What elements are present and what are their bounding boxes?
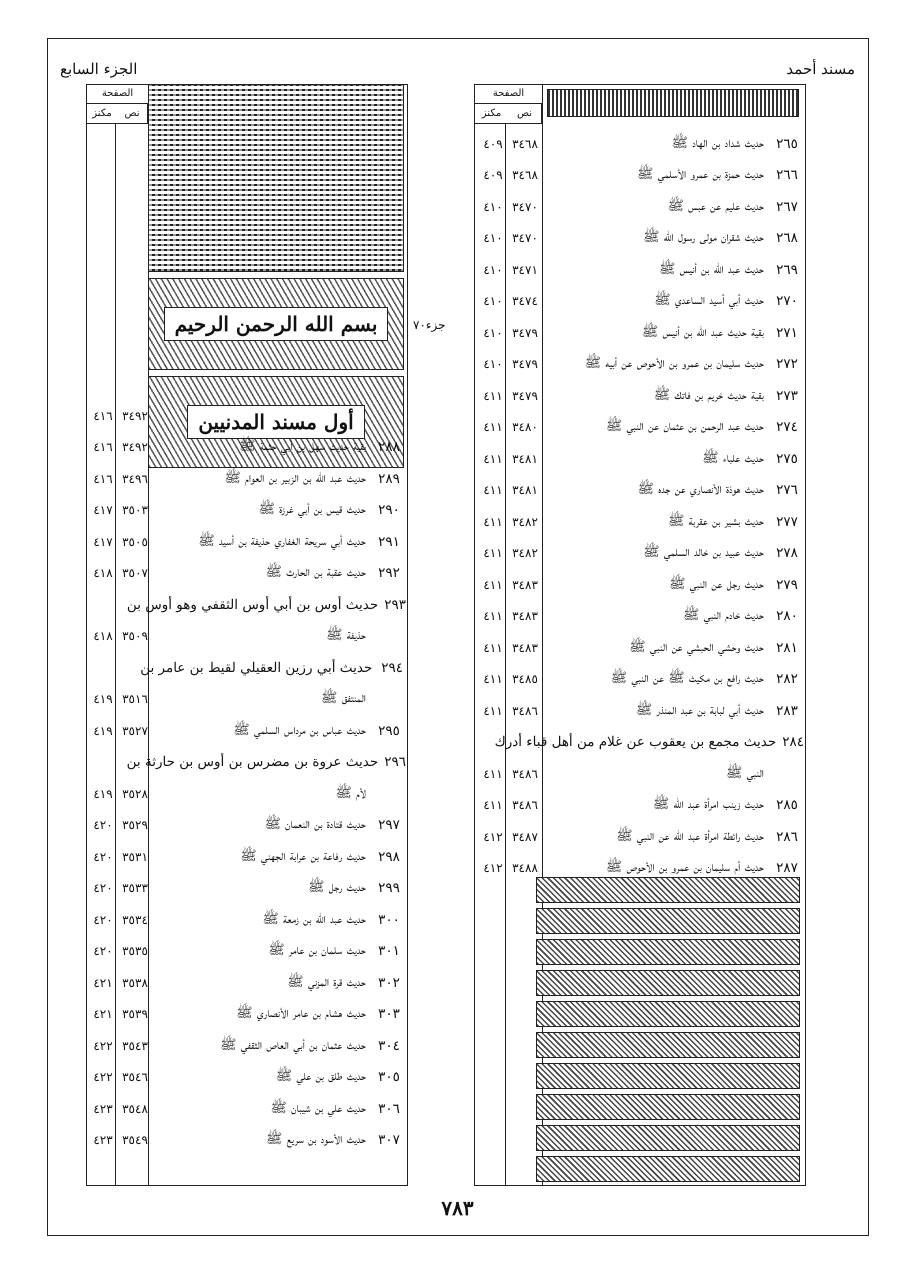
entry-title: حديث رجل عن النبي ﷺ — [669, 575, 764, 592]
entry-number: ٢٨٦ — [776, 828, 798, 845]
entry-code: ٤٢٠ — [93, 849, 113, 864]
entry-code: ٤١٢ — [483, 829, 503, 844]
list-item — [88, 747, 406, 778]
entry-page: ٣٤٨٦ — [512, 798, 538, 812]
entry-title: حديث عبد الله بن الزبير بن العوام ﷺ — [224, 469, 366, 486]
entry-title: حذيفة ﷺ — [326, 627, 366, 643]
entry-page: ٣٤٦٨ — [512, 168, 538, 182]
list-item — [88, 432, 406, 463]
entry-page: ٣٥٣١ — [122, 849, 148, 864]
entry-page: ٣٤٨٧ — [512, 829, 538, 844]
entry-number: ٢٦٨ — [776, 230, 798, 246]
ornament-band — [536, 1001, 800, 1027]
list-item — [88, 1030, 406, 1061]
entry-page: ٣٥٠٩ — [122, 629, 148, 643]
entry-title: بقية حديث خريم بن فاتك ﷺ — [653, 386, 764, 403]
entry-page: ٣٤٨٢ — [512, 514, 538, 529]
entry-code: ٤١٨ — [93, 629, 113, 643]
entry-code: ٤١٦ — [93, 471, 113, 486]
entry-title: حديث زينب امرأة عبد الله ﷺ — [652, 796, 764, 812]
list-item — [88, 936, 406, 967]
ornament-band — [536, 908, 800, 934]
entry-number: ٢٧١ — [776, 324, 798, 341]
entry-number: ٢٧٣ — [776, 387, 798, 404]
entry-number: ٢٨٨ — [378, 439, 400, 455]
entry-title: حديث رجل ﷺ — [308, 879, 366, 895]
entry-code: ٤١١ — [483, 672, 503, 686]
entry-title: حديث رائطة امرأة عبد الله عن النبي ﷺ — [616, 827, 764, 844]
entry-page: ٣٥٣٥ — [122, 944, 148, 958]
entry-number: ٢٦٦ — [776, 167, 798, 183]
entry-page: ٣٤٧٩ — [512, 325, 538, 340]
list-item — [478, 790, 804, 821]
entry-page: ٣٤٨٣ — [512, 640, 538, 655]
entry-number: ٢٦٥ — [776, 135, 798, 152]
entry-number: ٢٧٨ — [776, 545, 798, 561]
entry-page: ٣٤٨٣ — [512, 609, 538, 623]
entry-page: ٣٤٨٦ — [512, 703, 538, 718]
ornament-band — [536, 1063, 800, 1089]
entry-number: ٢٦٧ — [776, 198, 798, 215]
list-item — [88, 558, 406, 589]
entry-title: حديث عثمان بن أبي العاص الثقفي ﷺ — [220, 1036, 366, 1053]
list-item — [478, 349, 804, 380]
list-item — [478, 160, 804, 191]
entry-title: حديث رفاعة بن عرابة الجهني ﷺ — [240, 847, 366, 864]
entry-title: حديث أبي رزين العقيلي لقيط بن عامر بن — [140, 659, 373, 676]
entry-number: ٢٧٠ — [776, 293, 798, 309]
ref-header-b: مكنز — [481, 108, 502, 119]
list-item — [88, 778, 406, 809]
entry-number: ٢٧٤ — [776, 419, 798, 435]
entry-page: ٣٤٩٢ — [122, 408, 148, 423]
entry-title: حديث أبي سريحة الغفاري حذيفة بن أسيد ﷺ — [198, 532, 366, 549]
ornament-band — [536, 970, 800, 996]
entry-title: حديث عليم عن عبس ﷺ — [667, 197, 764, 214]
entry-code: ٤٢١ — [93, 975, 113, 990]
entry-code: ٤٠٩ — [483, 168, 503, 182]
entry-page: ٣٤٧٠ — [512, 231, 538, 245]
entry-number: ٢٩٨ — [378, 848, 400, 865]
ref-header-right — [475, 85, 543, 124]
entry-number: ٢٩٣ — [384, 596, 406, 613]
entry-number: ٢٧٩ — [776, 576, 798, 593]
entry-number: ٢٩٢ — [378, 565, 400, 581]
entry-number: ٢٩٥ — [378, 722, 400, 739]
entry-title: حديث خادم النبي ﷺ — [683, 607, 764, 623]
list-item — [88, 873, 406, 904]
entry-code: ٤١٠ — [483, 262, 503, 277]
ornament-band — [536, 877, 800, 903]
entry-number: ٢٩٩ — [378, 880, 400, 896]
basmala-text: بسم الله الرحمن الرحيم — [164, 307, 389, 341]
entry-page: ٣٥٣٨ — [122, 975, 148, 990]
entry-page: ٣٤٨٥ — [512, 672, 538, 686]
entry-page: ٣٤٧٩ — [512, 357, 538, 371]
entry-title: حديث عباس بن مرداس السلمي ﷺ — [233, 721, 366, 738]
entry-code: ٤٢٢ — [93, 1070, 113, 1084]
entry-title: النبي ﷺ — [725, 764, 764, 781]
entry-page: ٣٤٧٠ — [512, 199, 538, 214]
entry-number: ٣٠٢ — [378, 974, 400, 991]
entry-code: ٤١١ — [483, 420, 503, 434]
list-item — [88, 495, 406, 526]
list-item — [88, 1093, 406, 1124]
entry-code: ٤١١ — [483, 483, 503, 497]
entry-code: ٤١٢ — [483, 861, 503, 875]
entry-number: ٢٩١ — [378, 533, 400, 550]
list-item — [88, 1125, 406, 1156]
entry-page: ٣٤٨١ — [512, 483, 538, 497]
entry-page: ٣٤٦٨ — [512, 136, 538, 151]
entry-title: بقية حديث عبد الله بن أنيس ﷺ — [641, 323, 764, 340]
list-item — [478, 380, 804, 411]
ref-header-title: الصفحة — [475, 85, 542, 104]
list-item — [478, 128, 804, 159]
entry-title: حديث علي بن شيبان ﷺ — [270, 1099, 366, 1116]
entry-code: ٤١١ — [483, 451, 503, 466]
header-left: الجزء السابع — [60, 60, 138, 78]
entry-code: ٤١٦ — [93, 408, 113, 423]
entry-code: ٤١٩ — [93, 692, 113, 706]
entry-code: ٤٢١ — [93, 1007, 113, 1021]
entry-title: حديث شداد بن الهاد ﷺ — [671, 134, 764, 151]
entry-page: ٣٤٩٦ — [122, 471, 148, 486]
entry-page: ٣٤٨٣ — [512, 577, 538, 592]
entry-number: ٢٨١ — [776, 639, 798, 656]
entry-code: ٤٢٠ — [93, 944, 113, 958]
list-item — [478, 506, 804, 537]
entry-number: ٢٨٠ — [776, 608, 798, 624]
entry-code: ٤٢٣ — [93, 1133, 113, 1147]
entry-number: ٢٨٩ — [378, 470, 400, 487]
list-item — [88, 463, 406, 494]
list-item — [88, 715, 406, 746]
entry-title: حديث وحشي الحبشي عن النبي ﷺ — [629, 638, 764, 655]
entry-code: ٤١٠ — [483, 325, 503, 340]
entry-page: ٣٤٧١ — [512, 262, 538, 277]
basmala-banner — [148, 278, 404, 370]
entry-code: ٤١٠ — [483, 294, 503, 308]
entry-title: حديث أبي أسيد الساعدي ﷺ — [654, 292, 764, 308]
entry-page: ٣٥٤٦ — [122, 1070, 148, 1084]
entry-code: ٤١١ — [483, 609, 503, 623]
entry-number: ٢٧٧ — [776, 513, 798, 530]
entry-code: ٤١١ — [483, 577, 503, 592]
entry-code: ٤٢٠ — [93, 912, 113, 927]
entry-title: حديث طلق بن علي ﷺ — [275, 1068, 366, 1084]
entry-page: ٣٤٨٠ — [512, 420, 538, 434]
ref-header-title: الصفحة — [87, 85, 148, 104]
list-item — [88, 904, 406, 935]
entry-title: حديث هوذة الأنصاري عن جده ﷺ — [637, 481, 764, 497]
ornament-band — [536, 939, 800, 965]
entry-code: ٤١١ — [483, 703, 503, 718]
list-item — [478, 664, 804, 695]
entry-title: حديث عبد الله بن زمعة ﷺ — [262, 910, 366, 927]
list-item — [478, 758, 804, 789]
entry-page: ٣٥٢٨ — [122, 786, 148, 801]
entry-number: ٢٩٤ — [381, 659, 404, 676]
entry-title: حديث سليمان بن عمرو بن الأحوص عن أبيه ﷺ — [584, 355, 764, 371]
entry-title: حديث بشير بن عقربة ﷺ — [668, 512, 764, 529]
entry-number: ٢٨٥ — [776, 797, 798, 813]
entry-title: حديث الأسود بن سريع ﷺ — [266, 1131, 366, 1147]
entry-page: ٣٤٨٢ — [512, 546, 538, 560]
ref-header-left — [87, 85, 149, 124]
entry-code: ٤١٦ — [93, 440, 113, 454]
list-item — [478, 695, 804, 726]
ref-header-b: مكنز — [92, 108, 112, 119]
list-item — [478, 632, 804, 663]
list-item — [88, 652, 406, 683]
entry-number: ٢٨٣ — [776, 702, 798, 719]
entry-code: ٤١٧ — [93, 534, 113, 549]
ornament-band — [536, 1125, 800, 1151]
entry-title: حديث عبد الله بن أنيس ﷺ — [659, 260, 764, 277]
ref-header-a: نص — [508, 104, 542, 123]
entry-title: حديث رافع بن مكيث ﷺ عن النبي ﷺ — [610, 670, 764, 686]
entry-code: ٤١٩ — [93, 723, 113, 738]
entry-number: ٢٨٧ — [776, 860, 798, 876]
entry-code: ٤١٠ — [483, 357, 503, 371]
entry-page: ٣٤٨٦ — [512, 766, 538, 781]
entry-title: المنتفق ﷺ — [321, 690, 366, 706]
list-item — [88, 400, 406, 431]
entry-title: حديث سلمان بن عامر ﷺ — [268, 942, 366, 958]
entry-code: ٤١١ — [483, 514, 503, 529]
entry-code: ٤١١ — [483, 798, 503, 812]
entry-number: ٢٨٤ — [782, 734, 804, 750]
entry-code: ٤١٨ — [93, 566, 113, 580]
entry-code: ٤١١ — [483, 640, 503, 655]
ref-header-a: نص — [117, 104, 148, 123]
entry-number: ٣٠٤ — [378, 1037, 400, 1054]
list-item — [88, 967, 406, 998]
entry-page: ٣٥٠٣ — [122, 503, 148, 517]
entry-number: ٢٩٧ — [378, 817, 400, 833]
entry-title: حديث عبد الرحمن بن عثمان عن النبي ﷺ — [605, 418, 764, 434]
entry-title: حديث عبيد بن خالد السلمي ﷺ — [643, 544, 764, 560]
entry-code: ٤٢٢ — [93, 1038, 113, 1053]
list-item — [478, 569, 804, 600]
ornament-band — [536, 1156, 800, 1182]
entry-number: ٢٩٦ — [384, 754, 406, 770]
entry-title: حديث علباء ﷺ — [702, 449, 764, 466]
entry-title: حديث عقبة بن الحارث ﷺ — [265, 564, 366, 580]
entry-code: ٤٢٠ — [93, 818, 113, 832]
entry-number: ٣٠٠ — [378, 911, 400, 928]
list-item — [478, 443, 804, 474]
entry-number: ٣٠٦ — [378, 1100, 400, 1117]
list-item — [478, 821, 804, 852]
entry-title: لأم ﷺ — [335, 784, 366, 801]
list-item — [478, 317, 804, 348]
list-item — [478, 475, 804, 506]
entry-page: ٣٥٠٥ — [122, 534, 148, 549]
entry-page: ٣٥٤٨ — [122, 1101, 148, 1116]
entry-title: حديث هشام بن عامر الأنصاري ﷺ — [236, 1005, 366, 1021]
entry-title: حديث قتادة بن النعمان ﷺ — [264, 816, 366, 832]
list-item — [478, 286, 804, 317]
entry-code: ٤١١ — [483, 388, 503, 403]
list-item — [88, 999, 406, 1030]
entry-page: ٣٤٨١ — [512, 451, 538, 466]
entry-page: ٣٥١٦ — [122, 692, 148, 706]
entry-title: حديث قرة المزني ﷺ — [287, 973, 366, 990]
entry-title: حديث أم سليمان بن عمرو بن الأحوص ﷺ — [605, 859, 764, 875]
banner-title: أول مسند المدنيين — [187, 405, 364, 439]
entry-number: ٢٧٢ — [776, 356, 798, 372]
entry-page: ٣٤٩٢ — [122, 440, 148, 454]
entry-page: ٣٥٤٩ — [122, 1133, 148, 1147]
entry-title: حديث حمزة بن عمرو الأسلمي ﷺ — [637, 166, 764, 182]
entry-title: حديث أبي لبابة بن عبد المنذر ﷺ — [635, 701, 764, 718]
entry-page: ٣٥٣٣ — [122, 881, 148, 895]
entry-title: حديث أوس بن أبي أوس الثقفي وهو أوس بن — [126, 596, 379, 613]
ornament-band — [547, 89, 799, 117]
entry-code: ٤١٠ — [483, 231, 503, 245]
list-item — [88, 810, 406, 841]
entry-page: ٣٥٢٧ — [122, 723, 148, 738]
entry-code: ٤١١ — [483, 546, 503, 560]
list-item — [88, 841, 406, 872]
entry-title: حديث عروة بن مضرس بن أوس بن حارثة بن — [126, 754, 379, 770]
entry-page: ٣٥٤٣ — [122, 1038, 148, 1053]
list-item — [478, 254, 804, 285]
entry-number: ٣٠٧ — [378, 1132, 400, 1148]
entry-page: ٣٤٨٨ — [512, 861, 538, 875]
entry-number: ٢٧٦ — [776, 482, 798, 498]
list-item — [88, 684, 406, 715]
list-item — [478, 191, 804, 222]
list-item — [88, 1062, 406, 1093]
ornament-band — [536, 1032, 800, 1058]
entry-title: حديث قيس بن أبي غرزة ﷺ — [258, 501, 366, 517]
entry-number: ٣٠٣ — [378, 1006, 400, 1022]
entry-title: حديث مجمع بن يعقوب عن غلام من أهل قباء أدرك — [494, 734, 777, 750]
entry-code: ٤٠٩ — [483, 136, 503, 151]
entry-title: حديث شقران مولى رسول الله ﷺ — [643, 229, 764, 245]
ornament-band — [536, 1094, 800, 1120]
entry-code: ٤١١ — [483, 766, 503, 781]
entry-page: ٣٥٣٤ — [122, 912, 148, 927]
entry-code: ٤٢٣ — [93, 1101, 113, 1116]
list-item — [478, 601, 804, 632]
entry-number: ٣٠٥ — [378, 1069, 400, 1085]
entry-code: ٤١٧ — [93, 503, 113, 517]
header-right: مسند أحمد — [786, 60, 855, 78]
entry-number: ٢٩٠ — [378, 502, 400, 518]
entry-page: ٣٥٢٩ — [122, 818, 148, 832]
juz-label: جزء٧٠ — [413, 318, 446, 332]
entry-number: ٢٨٢ — [776, 671, 798, 687]
entry-page: ٣٥٣٩ — [122, 1007, 148, 1021]
entry-page: ٣٤٧٩ — [512, 388, 538, 403]
entry-number: ٢٧٥ — [776, 450, 798, 467]
page-number: ٧٨٣ — [441, 1196, 474, 1220]
entry-number: ٢٦٩ — [776, 261, 798, 278]
kufic-calligraphy-panel — [148, 84, 404, 272]
list-item — [88, 589, 406, 620]
entry-page: ٣٤٧٤ — [512, 294, 538, 308]
list-item — [478, 223, 804, 254]
entry-page: ٣٥٠٧ — [122, 566, 148, 580]
entry-title: بقية حديث سهل بن أبي حثمة ﷺ — [239, 438, 366, 454]
entry-code: ٤٢٠ — [93, 881, 113, 895]
list-item — [88, 526, 406, 557]
list-item — [478, 727, 804, 758]
list-item — [478, 412, 804, 443]
entry-code: ٤١٩ — [93, 786, 113, 801]
entry-code: ٤١٠ — [483, 199, 503, 214]
list-item — [478, 538, 804, 569]
entry-number: ٣٠١ — [378, 943, 400, 959]
list-item — [88, 621, 406, 652]
